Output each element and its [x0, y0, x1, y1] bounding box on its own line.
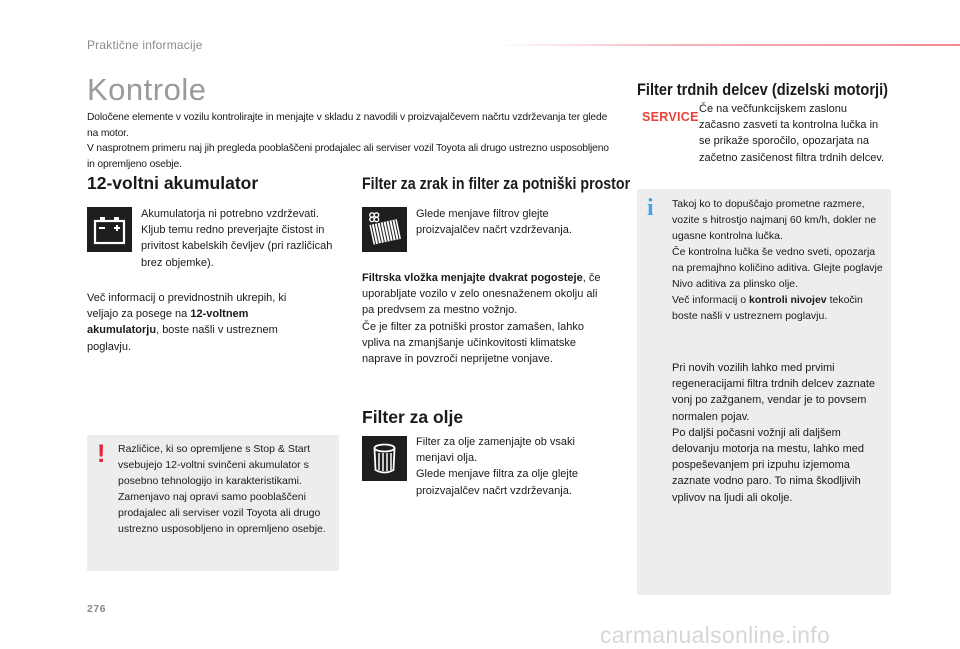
- section-header: Praktične informacije: [87, 38, 203, 52]
- intro-paragraph: Določene elemente v vozilu kontrolirajte in menjajte v skladu z navodili v proizvajalčevem načrtu vzdrževanja ter glede na motor.: [87, 112, 608, 139]
- warning-icon: !: [97, 440, 106, 468]
- dpf-text: Če na večfunkcijskem zaslonu začasno zasveti ta kontrolna lučka in se prikaže sporočilo, opozarjata na začetno zasičenost filtra trdnih delcev.: [699, 103, 885, 164]
- oil-filter-text: Filter za olje zamenjajte ob vsaki menjavi olja. Glede menjave filtra za olje glejte proizvajalčev načrt vzdrževanja.: [416, 436, 579, 497]
- battery-warning-text: Različice, ki so opremljene s Stop & Start vsebujejo 12-voltni svinčeni akumulator s posebno tehnologijo in karakteristikami. Zamenjavo naj opravi samo pooblaščeni prodajalec ali serviser vozil Toyota ali drugo ustrezno usposobljeno in opremljeno osebje.: [118, 443, 326, 535]
- info-icon: i: [647, 195, 654, 221]
- header-divider: [495, 44, 960, 46]
- air-filter-text: Glede menjave filtrov glejte proizvajalčev načrt vzdrževanja.: [416, 208, 572, 237]
- air-filter-detail: Filtrska vložka menjajte dvakrat pogosteje, če uporabljate vozilo v zelo onesnaženem okolju ali pa predvsem za mestno vožnjo. Če je filter za potniški prostor zamašen, lahko vpliva na zmanjšanje učinkovitosti klimatske naprave in povzroči neprijetne vonjave.: [362, 272, 601, 366]
- battery-more-info: Več informacij o previdnostnih ukrepih, ki veljajo za posege na 12-voltnem akumulatorju, boste našli v ustreznem poglavju.: [87, 292, 287, 353]
- oil-filter-heading: Filter za olje: [362, 407, 464, 427]
- dpf-link-text: kontroli nivojev: [749, 294, 827, 306]
- page-number: 276: [87, 603, 107, 615]
- dpf-info-text-2: Pri novih vozilih lahko med prvimi regeneracijami filtra trdnih delcev zaznate vonj po zažganem, vendar je to povsem normalen pojav. Po daljši počasni vožnji ali daljšem delovanju motorja na mestu, lahko med pospeševanjem pri izpuhu izjemoma zaznate vodno paro. To nima škodljivih vplivov na ljudi ali okolje.: [672, 362, 875, 504]
- intro-paragraph: V nasprotnem primeru naj jih pregleda pooblaščeni prodajalec ali serviser vozil Toyota ali drugo ustrezno usposobljeno in opremljeno osebje.: [87, 143, 609, 170]
- page-title: Kontrole: [87, 72, 207, 107]
- battery-heading: 12-voltni akumulator: [87, 173, 259, 193]
- dpf-info-text: Takoj ko to dopuščajo prometne razmere, vozite s hitrostjo najmanj 60 km/h, dokler ne ugasne kontrolna lučka. Če kontrolna lučka še vedno sveti, opozarja na premajhno količino aditiva. Glejte poglavje Nivo aditiva za plinsko olje. Več informacij o kontroli nivojev tekočin boste našli v ustreznem poglavju.: [672, 198, 883, 322]
- dpf-heading: Filter trdnih delcev (dizelski motorji): [637, 80, 889, 99]
- watermark: carmanualsonline.info: [600, 622, 831, 648]
- battery-warning-box: [87, 435, 339, 571]
- intro-text: [87, 110, 617, 172]
- battery-link-text: 12-voltnem akumulatorju: [87, 308, 249, 337]
- battery-icon: [87, 207, 132, 252]
- dpf-info-box: [637, 189, 891, 595]
- service-warning-icon: SERVICE: [642, 110, 699, 124]
- battery-text: Akumulatorja ni potrebno vzdrževati. Kljub temu redno preverjajte čistost in privitost kabelskih čevljev (pri različicah brez objemke).: [141, 208, 333, 269]
- air-filter-heading: Filter za zrak in filter za potniški prostor: [362, 175, 631, 193]
- oil-filter-icon: [362, 436, 407, 481]
- air-filter-icon: [362, 207, 407, 252]
